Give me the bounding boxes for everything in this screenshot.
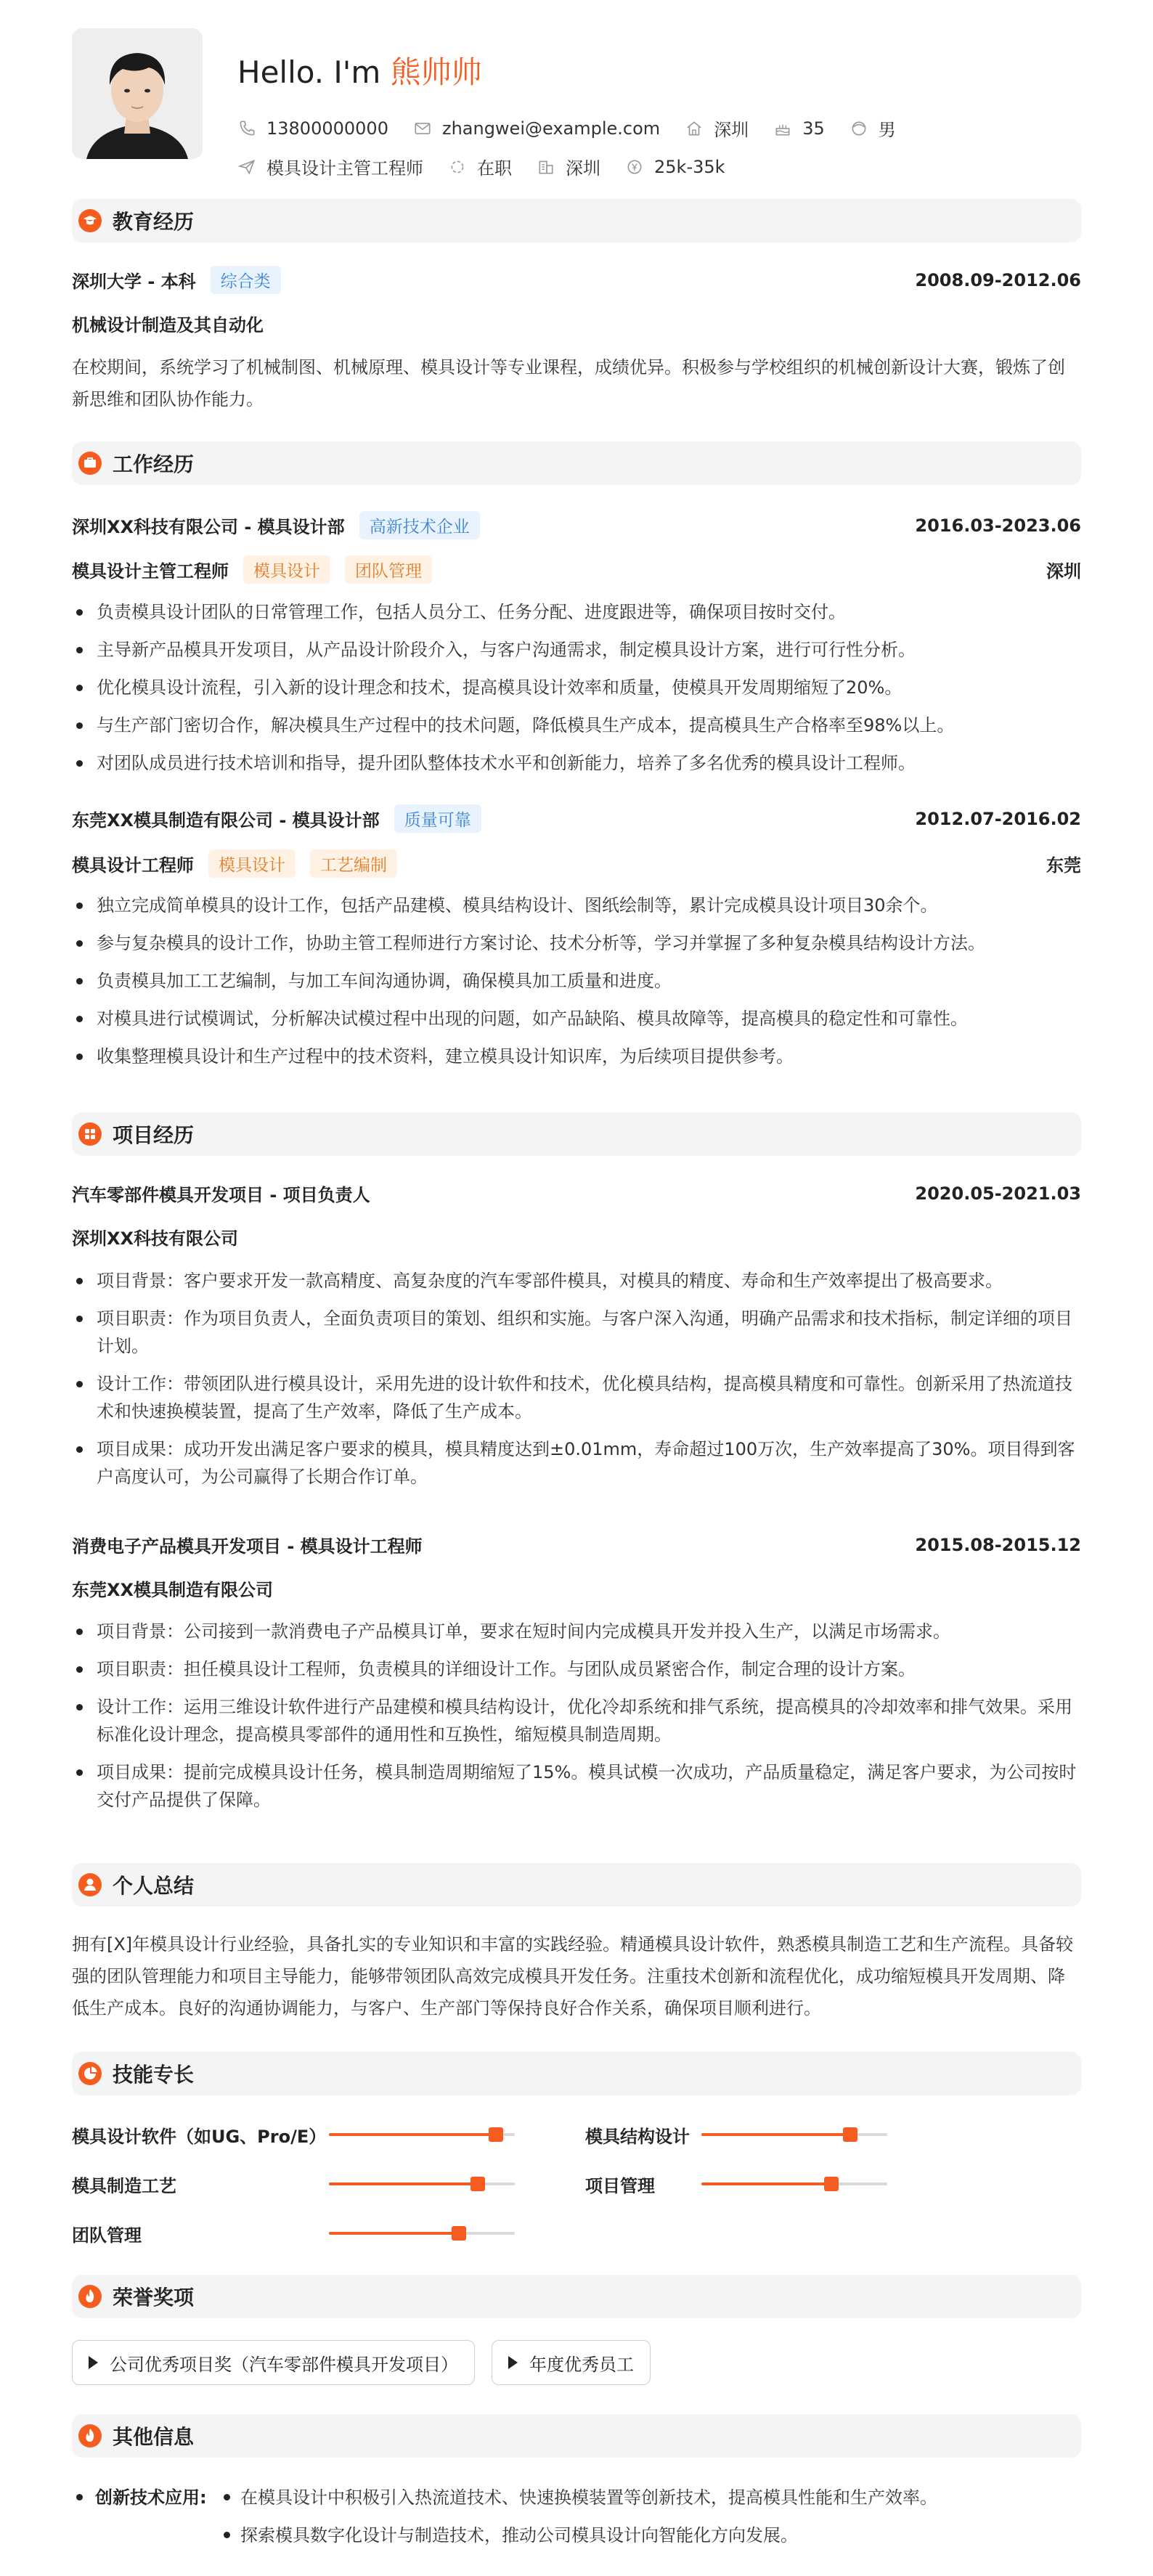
skill-bar (329, 2182, 515, 2185)
building-icon (537, 158, 555, 176)
project-company: 深圳XX科技有限公司 (72, 1228, 239, 1249)
skill-name: 模具设计软件（如UG、Pro/E） (72, 2126, 327, 2147)
email-icon (413, 119, 432, 138)
list-item: 独立完成简单模具的设计工作，包括产品建模、模具结构设计、图纸绘制等，累计完成模具设计项目30余个。 (72, 892, 1081, 919)
bullet-dot (76, 2494, 83, 2500)
avatar-portrait-icon (72, 28, 203, 159)
status-icon (448, 158, 467, 176)
skill-bar (701, 2133, 887, 2136)
skill-item (585, 2120, 963, 2149)
phone-text: 13800000000 (266, 118, 388, 139)
role-tag: 团队管理 (345, 555, 432, 584)
company-tag: 高新技术企业 (359, 511, 480, 539)
paper-plane-icon (237, 158, 256, 176)
pie-chart-icon (78, 2061, 102, 2086)
honor-text: 年度优秀员工 (529, 2354, 634, 2375)
email-item (413, 118, 660, 139)
list-item: 主导新产品模具开发项目，从产品设计阶段介入，与客户沟通需求，制定模具设计方案，进行可行性分析。 (72, 636, 1081, 664)
project-bullets (72, 1618, 1081, 1824)
list-item: 参与复杂模具的设计工作，协助主管工程师进行方案讨论、技术分析等，学习并掌握了多种复杂模具结构设计方法。 (72, 929, 1081, 957)
project-bullets (72, 1267, 1081, 1501)
skill-bar-knob (824, 2177, 839, 2191)
play-triangle-icon (508, 2356, 518, 2369)
skill-item (72, 2120, 537, 2149)
job-bullets (72, 892, 1081, 1080)
role-tag: 工艺编制 (310, 849, 397, 878)
flame-icon (78, 2284, 102, 2309)
section-title: 工作经历 (113, 452, 195, 476)
position-text: 模具设计主管工程师 (266, 158, 423, 179)
section-education (72, 199, 1081, 242)
skill-name: 模具结构设计 (585, 2126, 690, 2147)
greeting-title (237, 49, 482, 92)
job-date: 2012.07-2016.02 (915, 808, 1081, 829)
list-item: 项目成果：成功开发出满足客户要求的模具，模具精度达到±0.01mm，寿命超过100万次，生产效率提高了30%。项目得到客户高度认可，为公司赢得了长期合作订单。 (72, 1435, 1081, 1491)
list-item: 优化模具设计流程，引入新的设计理念和技术，提高模具设计效率和质量，使模具开发周期缩短了20%。 (72, 674, 1081, 701)
list-item: 对团队成员进行技术培训和指导，提升团队整体技术水平和创新能力，培养了多名优秀的模具设计工程师。 (72, 749, 1081, 777)
other-label: 创新技术应用: (95, 2487, 207, 2508)
project-date: 2015.08-2015.12 (915, 1534, 1081, 1555)
company-tag: 质量可靠 (394, 804, 481, 833)
skill-item (72, 2219, 537, 2248)
section-title: 项目经历 (113, 1123, 195, 1147)
gender-item (850, 115, 896, 141)
skill-name: 团队管理 (72, 2225, 142, 2246)
section-title: 个人总结 (113, 1874, 195, 1898)
project-name-role: 汽车零部件模具开发项目 - 项目负责人 (72, 1185, 370, 1205)
phone-icon (237, 119, 256, 138)
phone-item (237, 118, 388, 139)
age-text: 35 (802, 118, 825, 139)
status-item (448, 154, 512, 179)
job-bullets (72, 598, 1081, 787)
skill-bar-knob (470, 2177, 485, 2191)
project-header-row (72, 1532, 1081, 1557)
list-item: 负责模具加工工艺编制，与加工车间沟通协调，确保模具加工质量和进度。 (72, 967, 1081, 995)
city-item (685, 115, 749, 141)
bullet-dot (224, 2532, 230, 2538)
job-role: 模具设计工程师 (72, 855, 194, 876)
play-triangle-icon (89, 2356, 98, 2369)
education-description: 在校期间，系统学习了机械制图、机械原理、模具设计等专业课程，成绩优异。积极参与学校组织的机械创新设计大赛，锻炼了创新思维和团队协作能力。 (72, 357, 1065, 409)
cake-icon (773, 119, 792, 138)
skill-bar-knob (843, 2127, 857, 2142)
list-item: 收集整理模具设计和生产过程中的技术资料，建立模具设计知识库，为后续项目提供参考。 (72, 1043, 1081, 1070)
list-item: 设计工作：运用三维设计软件进行产品建模和模具结构设计，优化冷却系统和排气系统，提高模具的冷却效率和排气效果。采用标准化设计理念，提高模具零部件的通用性和互换性，缩短模具制造周期。 (72, 1693, 1081, 1748)
job-role: 模具设计主管工程师 (72, 561, 229, 582)
list-item: 项目背景：客户要求开发一款高精度、高复杂度的汽车零部件模具，对模具的精度、寿命和生产效率提出了极高要求。 (72, 1267, 1081, 1295)
major-row (72, 311, 1081, 336)
section-title: 荣誉奖项 (113, 2286, 195, 2310)
honor-item (492, 2340, 651, 2385)
list-item: 项目成果：提前完成模具设计任务，模具制造周期缩短了15%。模具试模一次成功，产品质量稳定，满足客户要求，为公司按时交付产品提供了保障。 (72, 1758, 1081, 1814)
skill-bar-fill (701, 2133, 850, 2136)
section-honors (72, 2275, 1081, 2318)
position-item (237, 154, 423, 179)
job-intent-row (237, 154, 750, 179)
skill-bar-fill (701, 2182, 831, 2185)
school-degree: 深圳大学 - 本科 (72, 272, 196, 292)
skill-bar (329, 2232, 515, 2235)
section-work (72, 441, 1081, 485)
list-item: 在模具设计中积极引入热流道技术、快速换模装置等创新技术，提高模具性能和生产效率。 (240, 2487, 937, 2508)
list-item: 与生产部门密切合作，解决模具生产过程中的技术问题，降低模具生产成本，提高模具生产合格率至98%以上。 (72, 712, 1081, 739)
skill-bar-fill (329, 2133, 496, 2136)
contact-row (237, 115, 921, 141)
list-item: 负责模具设计团队的日常管理工作，包括人员分工、任务分配、进度跟进等，确保项目按时交付。 (72, 598, 1081, 626)
list-item: 对模具进行试模调试，分析解决试模过程中出现的问题，如产品缺陷、模具故障等，提高模具的稳定性和可靠性。 (72, 1005, 1081, 1032)
list-item: 项目职责：作为项目负责人，全面负责项目的策划、组织和实施。与客户深入沟通，明确产品需求和技术指标，制定详细的项目计划。 (72, 1305, 1081, 1360)
honor-text: 公司优秀项目奖（汽车零部件模具开发项目） (110, 2354, 458, 2375)
job-company-row (72, 511, 1081, 539)
grid-icon (78, 1122, 102, 1146)
job-company: 深圳XX科技有限公司 - 模具设计部 (72, 517, 345, 537)
section-projects (72, 1112, 1081, 1156)
list-item: 项目职责：担任模具设计工程师，负责模具的详细设计工作。与团队成员紧密合作，制定合理的设计方案。 (72, 1655, 1081, 1683)
salary-item (625, 157, 725, 177)
section-summary (72, 1863, 1081, 1907)
briefcase-icon (78, 451, 102, 476)
education-date: 2008.09-2012.06 (915, 269, 1081, 290)
skill-bar (701, 2182, 887, 2185)
major: 机械设计制造及其自动化 (72, 315, 264, 335)
section-title: 其他信息 (113, 2425, 195, 2449)
school-tag: 综合类 (211, 266, 281, 294)
user-icon (78, 1872, 102, 1897)
role-tag: 模具设计 (208, 849, 296, 878)
salary-text: 25k-35k (654, 156, 725, 177)
expected-city-text: 深圳 (566, 158, 600, 179)
section-other (72, 2414, 1081, 2458)
flame-icon (78, 2424, 102, 2448)
role-tag: 模具设计 (243, 555, 330, 584)
skill-bar-fill (329, 2182, 478, 2185)
skill-item (72, 2169, 537, 2198)
job-company-row (72, 804, 1081, 833)
section-title: 教育经历 (113, 210, 195, 234)
section-title: 技能专长 (113, 2063, 195, 2087)
avatar (72, 28, 203, 159)
graduation-cap-icon (78, 208, 102, 233)
bullet-dot (224, 2494, 230, 2500)
summary-text: 拥有[X]年模具设计行业经验，具备扎实的专业知识和丰富的实践经验。精通模具设计软件，熟悉模具制造工艺和生产流程。具备较强的团队管理能力和项目主导能力，能够带领团队高效完成模具开发任务。注重技术创新和流程优化，成功缩短模具开发周期、降低生产成本。良好的沟通协调能力，与客户、生产部门等保持良好合作关系，确保项目顺利进行。 (72, 1934, 1074, 2018)
list-item: 项目背景：公司接到一款消费电子产品模具订单，要求在短时间内完成模具开发并投入生产，以满足市场需求。 (72, 1618, 1081, 1645)
money-icon (625, 158, 644, 176)
skill-item (585, 2169, 963, 2198)
job-company: 东莞XX模具制造有限公司 - 模具设计部 (72, 810, 380, 831)
expected-city-item (537, 154, 600, 179)
project-company-row (72, 1224, 1081, 1250)
skill-name: 模具制造工艺 (72, 2175, 176, 2196)
job-role-row (72, 555, 1081, 584)
candidate-name: 熊帅帅 (390, 54, 482, 90)
honor-item (72, 2340, 475, 2385)
skill-bar (329, 2133, 515, 2136)
skill-bar-knob (452, 2226, 466, 2241)
other-info-list (72, 2483, 1081, 2556)
project-name-role: 消费电子产品模具开发项目 - 模具设计工程师 (72, 1536, 423, 1557)
job-location: 深圳 (1046, 561, 1081, 582)
gender-text: 男 (878, 120, 896, 140)
education-header-row (72, 266, 1081, 294)
age-item (773, 118, 825, 139)
project-header-row (72, 1181, 1081, 1206)
project-date: 2020.05-2021.03 (915, 1183, 1081, 1204)
job-location: 东莞 (1046, 855, 1081, 876)
status-text: 在职 (477, 158, 512, 179)
list-item: 设计工作：带领团队进行模具设计，采用先进的设计软件和技术，优化模具结构，提高模具精度和可靠性。创新采用了热流道技术和快速换模装置，提高了生产效率，降低了生产成本。 (72, 1370, 1081, 1425)
section-skills (72, 2052, 1081, 2095)
greeting-prefix: Hello. I'm (237, 54, 391, 90)
gender-icon (850, 119, 868, 138)
job-role-row (72, 849, 1081, 878)
project-company: 东莞XX模具制造有限公司 (72, 1580, 274, 1600)
skill-bar-knob (489, 2127, 503, 2142)
email-text: zhangwei@example.com (441, 118, 661, 139)
skill-name: 项目管理 (585, 2175, 655, 2196)
home-icon (685, 119, 704, 138)
city-text: 深圳 (714, 120, 749, 140)
job-date: 2016.03-2023.06 (915, 515, 1081, 536)
skill-bar-fill (329, 2232, 459, 2235)
resume-header (72, 28, 1081, 179)
project-company-row (72, 1576, 1081, 1601)
list-item: 探索模具数字化设计与制造技术，推动公司模具设计向智能化方向发展。 (240, 2525, 798, 2546)
